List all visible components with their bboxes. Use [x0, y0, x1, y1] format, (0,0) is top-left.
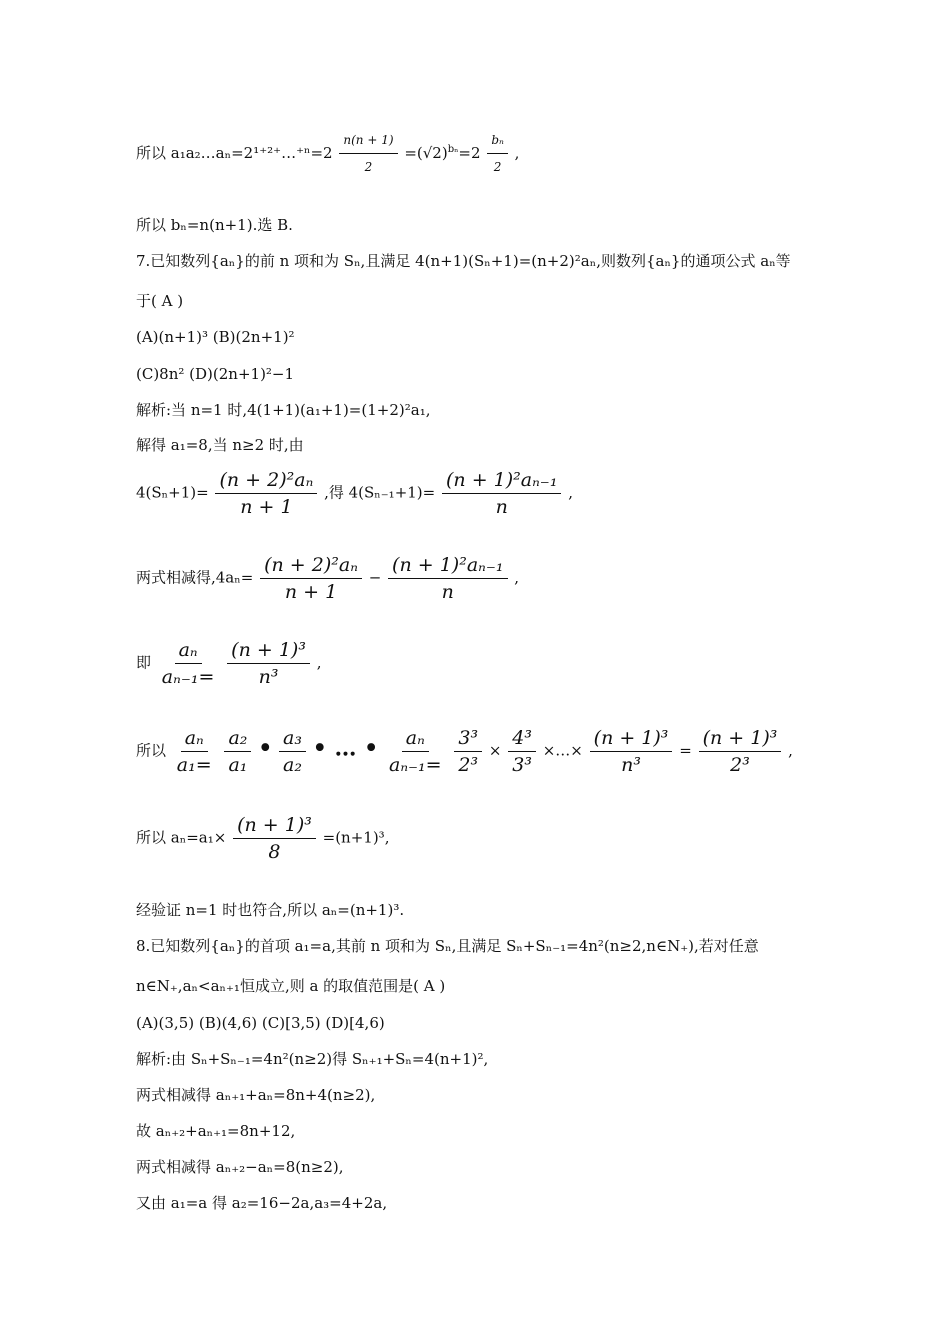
- exponent-frac-1: [339, 130, 397, 177]
- p2-den: a₁: [228, 754, 248, 776]
- line-16: n∈N₊,aₙ<aₙ₊₁恒成立,则 a 的取值范围是( A ): [136, 977, 446, 995]
- line-20: 故 aₙ₊₂+aₙ₊₁=8n+12,: [136, 1122, 296, 1140]
- line-7: 解析:当 n=1 时,4(1+1)(a₁+1)=(1+2)²a₁,: [136, 401, 431, 419]
- line-10: [136, 555, 519, 602]
- text-10: 两式相减得,4aₙ=: [136, 568, 254, 587]
- line-18: 解析:由 Sₙ+Sₙ₋₁=4n²(n≥2)得 Sₙ₊₁+Sₙ=4(n+1)²,: [136, 1050, 489, 1068]
- p7-den: n³: [621, 754, 641, 776]
- line-9: [136, 470, 573, 517]
- frac-3: [260, 555, 362, 602]
- f4-den: n: [441, 581, 454, 603]
- line-6: (C)8n² (D)(2n+1)²−1: [136, 365, 295, 383]
- line-4: 于( A ): [136, 292, 184, 310]
- line-22: 又由 a₁=a 得 a₂=16−2a,a₃=4+2a,: [136, 1194, 388, 1212]
- frac-4: [388, 555, 507, 602]
- line-13: [136, 815, 389, 862]
- frac-p4: [385, 728, 446, 775]
- f6-num: (n + 1)³: [227, 640, 310, 664]
- p4-den: aₙ₋₁=: [389, 754, 442, 776]
- p8-num: (n + 1)³: [699, 728, 782, 752]
- p8-den: 2³: [730, 754, 750, 776]
- minus-sign: −: [368, 568, 382, 587]
- p6-num: 4³: [508, 728, 536, 752]
- f4-num: (n + 1)²aₙ₋₁: [388, 555, 507, 579]
- p1-num: aₙ: [181, 728, 208, 752]
- p7-num: (n + 1)³: [590, 728, 673, 752]
- cdots: • … •: [312, 735, 379, 762]
- text-11: 即: [136, 653, 152, 672]
- f6-den: n³: [258, 666, 279, 688]
- p1-den: a₁=: [176, 754, 212, 776]
- exp1-num: n(n + 1): [339, 130, 397, 154]
- line-17: (A)(3,5) (B)(4,6) (C)[3,5) (D)[4,6): [136, 1014, 385, 1032]
- exp2-den: 2: [493, 160, 502, 174]
- f7-den: 8: [268, 841, 281, 863]
- frac-p3: [279, 728, 306, 775]
- p3-den: a₂: [283, 754, 302, 776]
- frac-6: [227, 640, 310, 687]
- text-13a: 所以 aₙ=a₁×: [136, 828, 227, 847]
- frac-p7: [590, 728, 673, 775]
- frac-5: [158, 640, 219, 687]
- times-1: ×: [488, 741, 502, 760]
- p5-den: 2³: [458, 754, 479, 776]
- line-8: 解得 a₁=8,当 n≥2 时,由: [136, 436, 304, 454]
- frac-p8: [699, 728, 782, 775]
- comma-11: ,: [316, 653, 322, 672]
- frac-7: [233, 815, 316, 862]
- frac-p1: [173, 728, 216, 775]
- line-12: [136, 728, 793, 775]
- text-1b: $=(√2)^{b_n}=2$: [404, 144, 481, 162]
- f3-den: n + 1: [284, 581, 338, 603]
- frac-1: [215, 470, 317, 517]
- exp1-den: 2: [364, 160, 373, 174]
- text-9a: 4(Sₙ+1)=: [136, 483, 209, 502]
- f5-num: aₙ: [175, 640, 202, 664]
- f2-den: n: [495, 496, 508, 518]
- f7-num: (n + 1)³: [233, 815, 316, 839]
- p6-den: 3³: [512, 754, 532, 776]
- line-19: 两式相减得 aₙ₊₁+aₙ=8n+4(n≥2),: [136, 1086, 376, 1104]
- line-14: 经验证 n=1 时也符合,所以 aₙ=(n+1)³.: [136, 901, 405, 919]
- line-5: (A)(n+1)³ (B)(2n+1)²: [136, 328, 295, 346]
- line-1: [136, 130, 519, 177]
- comma-1: ,: [514, 144, 520, 162]
- times-dots: ×…×: [542, 741, 583, 760]
- comma-9: ,: [568, 483, 574, 502]
- p3-num: a₃: [279, 728, 306, 752]
- line-3: 7.已知数列{aₙ}的前 n 项和为 Sₙ,且满足 4(n+1)(Sₙ+1)=(n+2)²aₙ,则数列{aₙ}的通项公式 aₙ等: [136, 252, 791, 270]
- text-13b: =(n+1)³,: [322, 828, 390, 847]
- frac-2: [442, 470, 561, 517]
- exponent-frac-2: [487, 130, 508, 177]
- line-11: [136, 640, 322, 687]
- f1-num: (n + 2)²aₙ: [215, 470, 317, 494]
- frac-p2: [224, 728, 251, 775]
- f3-num: (n + 2)²aₙ: [260, 555, 362, 579]
- comma-12: ,: [788, 741, 793, 760]
- frac-p6: [508, 728, 536, 775]
- p2-num: a₂: [224, 728, 251, 752]
- line-2: 所以 bₙ=n(n+1).选 B.: [136, 216, 293, 234]
- text-1a: 所以 a₁a₂…aₙ=2¹⁺²⁺…⁺ⁿ=2: [136, 144, 333, 162]
- text-12: 所以: [136, 741, 167, 760]
- f1-den: n + 1: [240, 496, 293, 518]
- comma-10: ,: [514, 568, 520, 587]
- p5-num: 3³: [454, 728, 482, 752]
- eq-12: =: [679, 741, 692, 760]
- cdot-1: •: [258, 735, 273, 762]
- exp2-num: bₙ: [487, 130, 508, 154]
- f2-num: (n + 1)²aₙ₋₁: [442, 470, 561, 494]
- line-15: 8.已知数列{aₙ}的首项 a₁=a,其前 n 项和为 Sₙ,且满足 Sₙ+Sₙ₋₁=4n²(n≥2,n∈N₊),若对任意: [136, 937, 759, 955]
- frac-p5: [454, 728, 482, 775]
- line-21: 两式相减得 aₙ₊₂−aₙ=8(n≥2),: [136, 1158, 344, 1176]
- f5-den: aₙ₋₁=: [161, 666, 215, 688]
- p4-num: aₙ: [402, 728, 429, 752]
- text-9b: ,得 4(Sₙ₋₁+1)=: [324, 483, 436, 502]
